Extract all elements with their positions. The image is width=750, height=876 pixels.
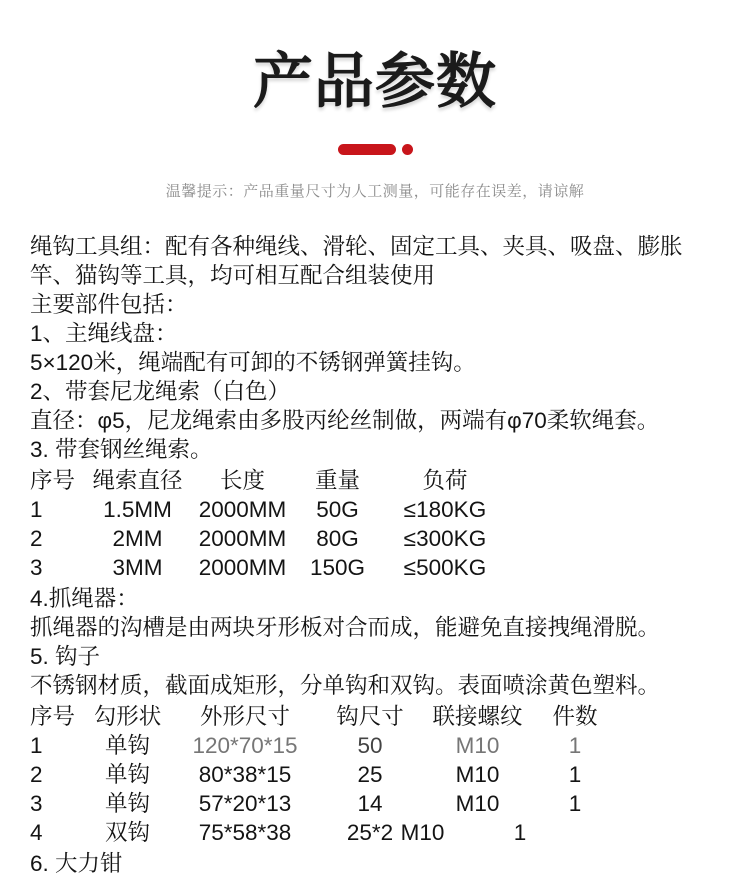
column-header-quantity: 件数 <box>552 704 598 729</box>
cell-diameter: 2MM <box>112 526 163 551</box>
cell-hook-size: 25 <box>357 762 383 787</box>
cell-quantity: 1 <box>568 733 582 758</box>
cell-hook-shape: 双钩 <box>104 820 150 845</box>
product-description <box>0 232 750 876</box>
cell-hook-shape: 单钩 <box>104 762 150 787</box>
cell-diameter: 3MM <box>112 555 163 580</box>
cell-length: 2000MM <box>198 526 287 551</box>
hook-table-row <box>30 760 720 789</box>
wire-rope-table-row <box>30 495 720 524</box>
cell-dimensions: 80*38*15 <box>198 762 292 787</box>
intro-paragraph: 绳钩工具组：配有各种绳线、滑轮、固定工具、夹具、吸盘、膨胀竿、猫钩等工具，均可相互配合组装使用 <box>30 234 683 288</box>
section-2-text: 直径：φ5，尼龙绳索由多股丙纶丝制做，两端有φ70柔软绳套。 <box>30 408 660 433</box>
cell-weight: 80G <box>316 526 359 551</box>
cell-weight: 150G <box>309 555 366 580</box>
cell-load: ≤300KG <box>403 526 487 551</box>
column-header-weight: 重量 <box>314 468 360 493</box>
page-header <box>0 0 750 202</box>
column-header-hook-shape: 勾形状 <box>93 704 162 729</box>
section-2-heading: 2、带套尼龙绳索（白色） <box>30 379 291 404</box>
cell-diameter: 1.5MM <box>103 497 172 522</box>
column-header-length: 长度 <box>219 468 265 493</box>
cell-weight: 50G <box>316 497 359 522</box>
cell-hook-size: 25*2 <box>346 820 394 845</box>
hook-table-row <box>30 818 720 847</box>
cell-hook-size: 14 <box>357 791 383 816</box>
cell-dimensions: 120*70*15 <box>192 733 298 758</box>
wire-rope-table <box>30 466 720 582</box>
column-header-dimensions: 外形尺寸 <box>199 704 290 729</box>
hook-table-row <box>30 731 720 760</box>
cell-hook-shape: 单钩 <box>104 733 150 758</box>
section-1-heading: 1、主绳线盘： <box>30 321 178 346</box>
cell-dimensions: 57*20*13 <box>198 791 292 816</box>
cell-load: ≤180KG <box>403 497 487 522</box>
cell-index: 3 <box>30 791 43 816</box>
column-header-index: 序号 <box>30 704 76 729</box>
section-5-heading: 5. 钩子 <box>30 644 101 669</box>
hook-table-header-row <box>30 702 720 731</box>
cell-index: 2 <box>30 762 43 787</box>
cell-hook-shape: 单钩 <box>104 791 150 816</box>
cell-index: 3 <box>30 555 43 580</box>
hook-table <box>30 702 720 847</box>
cell-index: 1 <box>30 733 43 758</box>
cell-dimensions: 75*58*38 <box>198 820 292 845</box>
cell-thread: M10 <box>455 791 500 816</box>
cell-quantity: 1 <box>568 791 582 816</box>
cell-thread: M10 <box>455 762 500 787</box>
cell-thread: M10 <box>455 733 500 758</box>
hook-table-row <box>30 789 720 818</box>
wire-rope-table-row <box>30 524 720 553</box>
divider-dot-icon <box>402 144 413 155</box>
title-divider <box>0 144 750 155</box>
section-6-heading: 6. 大力钳 <box>30 851 123 876</box>
section-1-text: 5×120米，绳端配有可卸的不锈钢弹簧挂钩。 <box>30 350 476 375</box>
section-4-heading: 4.抓绳器： <box>30 586 139 611</box>
divider-dash-icon <box>338 144 396 155</box>
warm-tip-text: 温馨提示：产品重量尺寸为人工测量，可能存在误差，请谅解 <box>165 183 585 200</box>
cell-hook-size: 50 <box>357 733 383 758</box>
column-header-hook-size: 钩尺寸 <box>336 704 404 729</box>
cell-index: 4 <box>30 820 43 845</box>
column-header-diameter: 绳索直径 <box>92 468 183 493</box>
wire-rope-table-header-row <box>30 466 720 495</box>
column-header-index: 序号 <box>30 468 76 493</box>
cell-load: ≤500KG <box>403 555 487 580</box>
cell-quantity: 1 <box>513 820 527 845</box>
section-4-text: 抓绳器的沟槽是由两块牙形板对合而成，能避免直接拽绳滑脱。 <box>30 615 661 640</box>
page-title: 产品参数 <box>253 48 497 115</box>
cell-length: 2000MM <box>198 555 287 580</box>
section-5-text: 不锈钢材质，截面成矩形，分单钩和双钩。表面喷涂黄色塑料。 <box>30 673 661 698</box>
section-3-heading: 3. 带套钢丝绳索。 <box>30 437 213 462</box>
column-header-thread: 联接螺纹 <box>432 704 523 729</box>
cell-thread: M10 <box>400 820 445 845</box>
cell-index: 1 <box>30 497 43 522</box>
wire-rope-table-row <box>30 553 720 582</box>
parts-heading: 主要部件包括： <box>30 292 188 317</box>
cell-quantity: 1 <box>568 762 582 787</box>
cell-index: 2 <box>30 526 43 551</box>
column-header-load: 负荷 <box>422 468 468 493</box>
cell-length: 2000MM <box>198 497 287 522</box>
